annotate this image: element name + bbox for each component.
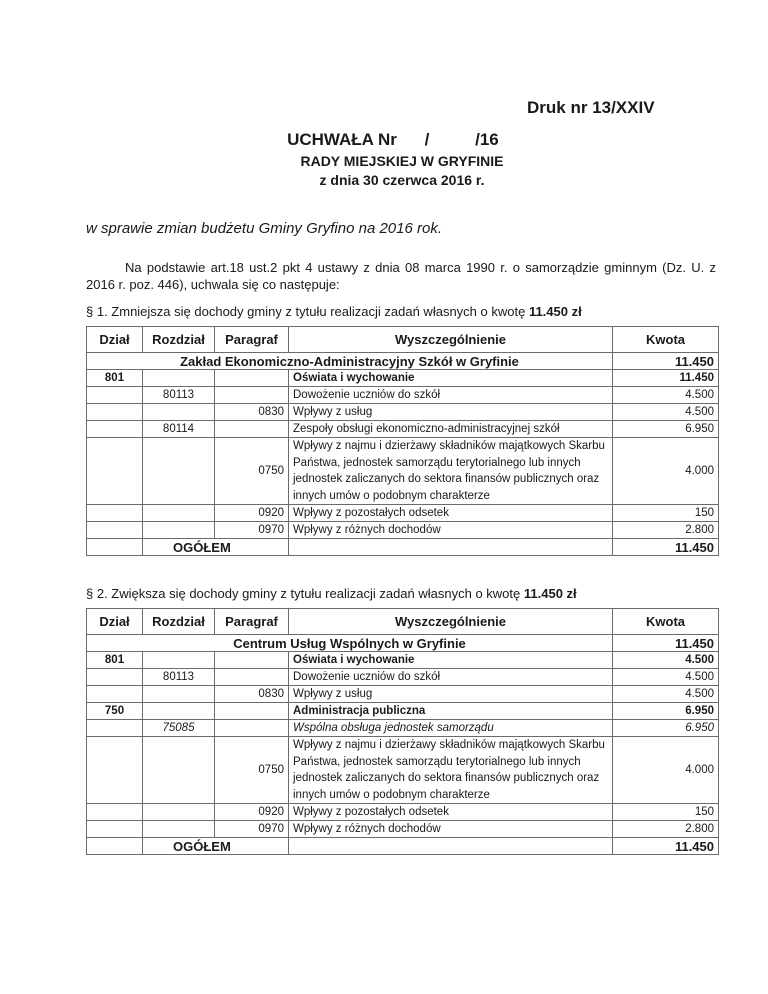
cell-rozdzial xyxy=(143,370,215,387)
cell-kwota: 2.800 xyxy=(613,522,719,539)
table-header-row xyxy=(87,327,719,353)
table-row xyxy=(87,522,719,539)
cell-dzial xyxy=(87,804,143,821)
col-paragraf: Paragraf xyxy=(215,327,289,353)
table-header-row xyxy=(87,609,719,635)
col-kwota: Kwota xyxy=(613,609,719,635)
section-1-amount: 11.450 zł xyxy=(528,304,582,319)
cell-opis: Dowożenie uczniów do szkół xyxy=(289,387,613,404)
cell-opis: Wpływy z pozostałych odsetek xyxy=(289,505,613,522)
total-row xyxy=(87,838,719,855)
table-row xyxy=(87,652,719,669)
cell-dzial xyxy=(87,438,143,505)
cell-dzial xyxy=(87,404,143,421)
unit-amount: 11.450 xyxy=(613,635,719,652)
cell-paragraf: 0750 xyxy=(215,438,289,505)
section-2-text: § 2. Zwiększa się dochody gminy z tytułu realizacji zadań własnych o kwotę xyxy=(86,586,524,601)
cell-paragraf xyxy=(215,720,289,737)
col-rozdzial: Rozdział xyxy=(143,327,215,353)
table-row xyxy=(87,370,719,387)
cell-dzial xyxy=(87,720,143,737)
cell-rozdzial xyxy=(143,821,215,838)
cell-kwota: 4.500 xyxy=(613,387,719,404)
cell-opis: Wpływy z najmu i dzierżawy składników majątkowych Skarbu Państwa, jednostek samorządu terytorialnego lub innych jednostek zaliczanych do sektora finansów publicznych oraz innych umów o podobnym charakterze xyxy=(289,438,613,505)
total-label: OGÓŁEM xyxy=(143,838,289,855)
cell-rozdzial xyxy=(143,522,215,539)
resolution-separator-2: /16 xyxy=(475,130,499,149)
cell-opis: Wpływy z różnych dochodów xyxy=(289,522,613,539)
table-row xyxy=(87,737,719,804)
table-row xyxy=(87,421,719,438)
cell-opis: Oświata i wychowanie xyxy=(289,652,613,669)
cell-rozdzial: 80114 xyxy=(143,421,215,438)
cell-paragraf: 0920 xyxy=(215,505,289,522)
cell-dzial: 801 xyxy=(87,652,143,669)
cell-dzial xyxy=(87,505,143,522)
cell-dzial xyxy=(87,737,143,804)
cell-kwota: 4.500 xyxy=(613,652,719,669)
cell-kwota: 11.450 xyxy=(613,370,719,387)
table-row xyxy=(87,703,719,720)
cell-rozdzial xyxy=(143,652,215,669)
cell-rozdzial: 80113 xyxy=(143,387,215,404)
col-dzial: Dział xyxy=(87,609,143,635)
cell-paragraf xyxy=(215,703,289,720)
cell-paragraf: 0970 xyxy=(215,522,289,539)
cell-dzial xyxy=(87,421,143,438)
cell-opis: Wpływy z usług xyxy=(289,686,613,703)
table-row xyxy=(87,821,719,838)
cell-paragraf: 0970 xyxy=(215,821,289,838)
cell-kwota: 4.500 xyxy=(613,404,719,421)
cell-dzial xyxy=(87,686,143,703)
cell-rozdzial xyxy=(143,804,215,821)
cell-opis: Wpływy z pozostałych odsetek xyxy=(289,804,613,821)
cell-dzial: 801 xyxy=(87,370,143,387)
total-row xyxy=(87,539,719,556)
cell-paragraf xyxy=(215,652,289,669)
section-1-heading xyxy=(86,304,582,319)
cell-opis: Wpływy z różnych dochodów xyxy=(289,821,613,838)
cell-empty xyxy=(289,539,613,556)
cell-opis: Zespoły obsługi ekonomiczno-administracyjnej szkół xyxy=(289,421,613,438)
cell-rozdzial xyxy=(143,686,215,703)
cell-opis: Administracja publiczna xyxy=(289,703,613,720)
section-1-table xyxy=(86,326,719,556)
cell-kwota: 6.950 xyxy=(613,703,719,720)
table-row xyxy=(87,505,719,522)
cell-paragraf xyxy=(215,421,289,438)
cell-paragraf: 0920 xyxy=(215,804,289,821)
cell-kwota: 4.000 xyxy=(613,438,719,505)
cell-empty xyxy=(87,539,143,556)
table-row xyxy=(87,720,719,737)
cell-rozdzial xyxy=(143,505,215,522)
cell-dzial xyxy=(87,522,143,539)
subject-line: w sprawie zmian budżetu Gminy Gryfino na 2016 rok. xyxy=(86,220,442,237)
cell-opis: Wspólna obsługa jednostek samorządu xyxy=(289,720,613,737)
cell-empty xyxy=(87,838,143,855)
table-row xyxy=(87,669,719,686)
cell-opis: Wpływy z najmu i dzierżawy składników majątkowych Skarbu Państwa, jednostek samorządu terytorialnego lub innych jednostek zaliczanych do sektora finansów publicznych oraz innych umów o podobnym charakterze xyxy=(289,737,613,804)
cell-paragraf: 0830 xyxy=(215,404,289,421)
unit-row xyxy=(87,353,719,370)
cell-opis: Oświata i wychowanie xyxy=(289,370,613,387)
cell-rozdzial xyxy=(143,404,215,421)
section-2-heading xyxy=(86,586,577,601)
cell-paragraf: 0750 xyxy=(215,737,289,804)
table-row xyxy=(87,438,719,505)
cell-kwota: 6.950 xyxy=(613,720,719,737)
cell-opis: Dowożenie uczniów do szkół xyxy=(289,669,613,686)
cell-kwota: 150 xyxy=(613,804,719,821)
legal-basis: Na podstawie art.18 ust.2 pkt 4 ustawy z dnia 08 marca 1990 r. o samorządzie gminnym (Dz. U. z 2016 r. poz. 446), uchwala się co następuje: xyxy=(86,260,716,292)
table-row xyxy=(87,686,719,703)
cell-dzial xyxy=(87,821,143,838)
resolution-prefix: UCHWAŁA Nr xyxy=(287,130,397,149)
cell-kwota: 150 xyxy=(613,505,719,522)
cell-rozdzial xyxy=(143,737,215,804)
cell-kwota: 4.000 xyxy=(613,737,719,804)
cell-rozdzial xyxy=(143,438,215,505)
cell-paragraf xyxy=(215,387,289,404)
resolution-date: z dnia 30 czerwca 2016 r. xyxy=(319,172,485,188)
cell-rozdzial xyxy=(143,703,215,720)
col-dzial: Dział xyxy=(87,327,143,353)
cell-dzial xyxy=(87,669,143,686)
cell-kwota: 6.950 xyxy=(613,421,719,438)
unit-name: Zakład Ekonomiczno-Administracyjny Szkół w Gryfinie xyxy=(87,353,613,370)
table-row xyxy=(87,804,719,821)
table-row xyxy=(87,387,719,404)
cell-paragraf xyxy=(215,370,289,387)
total-amount: 11.450 xyxy=(613,838,719,855)
col-wyszczegolnienie: Wyszczególnienie xyxy=(289,327,613,353)
council-name: RADY MIEJSKIEJ W GRYFINIE xyxy=(300,153,504,169)
print-number: Druk nr 13/XXIV xyxy=(527,98,655,117)
section-1-text: § 1. Zmniejsza się dochody gminy z tytułu realizacji zadań własnych o kwotę xyxy=(86,304,529,319)
col-paragraf: Paragraf xyxy=(215,609,289,635)
cell-paragraf xyxy=(215,669,289,686)
unit-row xyxy=(87,635,719,652)
section-2-table xyxy=(86,608,719,855)
col-wyszczegolnienie: Wyszczególnienie xyxy=(289,609,613,635)
cell-kwota: 4.500 xyxy=(613,669,719,686)
resolution-separator-1: / xyxy=(424,130,430,149)
col-kwota: Kwota xyxy=(613,327,719,353)
cell-kwota: 4.500 xyxy=(613,686,719,703)
cell-paragraf: 0830 xyxy=(215,686,289,703)
total-amount: 11.450 xyxy=(613,539,719,556)
cell-dzial xyxy=(87,387,143,404)
cell-dzial: 750 xyxy=(87,703,143,720)
table-row xyxy=(87,404,719,421)
section-2-amount: 11.450 zł xyxy=(523,586,577,601)
total-label: OGÓŁEM xyxy=(143,539,289,556)
col-rozdzial: Rozdział xyxy=(143,609,215,635)
cell-kwota: 2.800 xyxy=(613,821,719,838)
unit-amount: 11.450 xyxy=(613,353,719,370)
resolution-title xyxy=(0,130,768,150)
cell-rozdzial: 80113 xyxy=(143,669,215,686)
cell-empty xyxy=(289,838,613,855)
unit-name: Centrum Usług Wspólnych w Gryfinie xyxy=(87,635,613,652)
cell-opis: Wpływy z usług xyxy=(289,404,613,421)
cell-rozdzial: 75085 xyxy=(143,720,215,737)
